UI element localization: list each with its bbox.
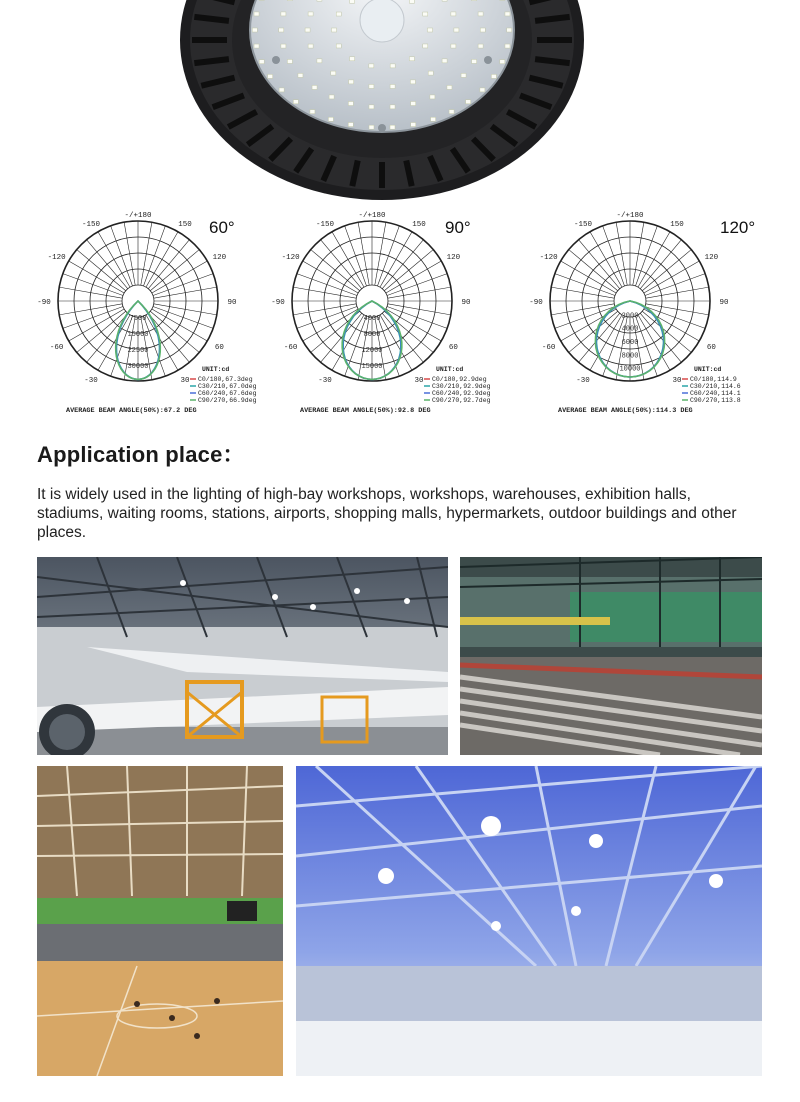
section-description: It is widely used in the lighting of high-bay workshops, workshops, warehouses, exhibition halls, stadiums, waiting rooms, stations, airports, shopping malls, hypermarkets, outdoor buildings and other places. [37, 486, 737, 541]
polar-spoke [551, 287, 614, 298]
average-beam-angle: AVERAGE BEAM ANGLE(50%):114.3 DEG [558, 407, 693, 415]
legend-entry: C60/240,114.1 [690, 390, 741, 397]
polar-spoke [555, 274, 615, 296]
angle-tick-label: -60 [283, 344, 298, 352]
legend-entry: C0/180,67.3deg [198, 376, 253, 383]
polar-spoke [141, 222, 152, 285]
polar-spoke [154, 304, 217, 315]
legend-entry: C90/270,92.7deg [432, 397, 491, 404]
angle-tick-label: -60 [541, 344, 556, 352]
angle-tick-label: 30 [180, 376, 190, 385]
polar-spoke [111, 226, 133, 286]
angle-tick-label: 30 [672, 376, 682, 385]
intensity-label: 8000 [363, 331, 381, 339]
polar-chart-120 [515, 210, 760, 415]
polar-spoke [358, 222, 369, 285]
angle-tick-label: 90 [461, 299, 471, 307]
polar-spoke [297, 274, 357, 296]
polar-spoke [603, 226, 625, 286]
angle-tick-label: 120 [212, 254, 227, 262]
legend-entry: C30/210,92.9deg [432, 383, 491, 390]
airport-hangar-photo [37, 557, 448, 755]
intensity-label: 2000 [621, 312, 639, 321]
angle-tick-label: 150 [670, 221, 684, 230]
section-heading: Application place： [37, 442, 245, 467]
angle-tick-label: 150 [412, 221, 426, 230]
angle-tick-label: -30 [318, 376, 332, 385]
angle-tick-label: 60 [214, 344, 224, 352]
legend-entry: C30/210,67.0deg [198, 383, 257, 390]
angle-tick-label: 90 [719, 299, 729, 307]
intensity-label: 6000 [621, 339, 639, 347]
intensity-label: 8000 [621, 352, 639, 361]
angle-tick-label: 90 [227, 299, 237, 307]
polar-chart-60 [38, 210, 268, 415]
polar-spoke [645, 306, 705, 328]
polar-spoke [63, 306, 123, 328]
angle-tick-label: -/+180 [616, 212, 644, 220]
polar-spoke [387, 274, 447, 296]
light-distribution-chart [38, 210, 268, 415]
sports-hall-photo [37, 766, 283, 1076]
intensity-label: 12000 [361, 347, 383, 355]
angle-tick-label: -/+180 [358, 212, 386, 220]
unit-label: UNIT:cd [694, 366, 722, 373]
angle-tick-label: -30 [576, 376, 590, 385]
polar-spoke [345, 226, 367, 286]
polar-spoke [153, 306, 213, 328]
angle-tick-label: -90 [529, 299, 543, 307]
legend-entry: C60/240,92.9deg [432, 390, 491, 397]
polar-spoke [388, 304, 451, 315]
polar-spoke [633, 222, 644, 285]
beam-angle-label: 60° [209, 218, 235, 237]
unit-label: UNIT:cd [202, 366, 230, 373]
indoor-arena-photo [296, 766, 762, 1076]
average-beam-angle: AVERAGE BEAM ANGLE(50%):67.2 DEG [66, 407, 197, 415]
angle-tick-label: 120 [704, 254, 719, 262]
polar-spoke [388, 287, 451, 298]
polar-spoke [551, 304, 614, 315]
intensity-label: 15000 [127, 331, 149, 339]
angle-tick-label: -150 [573, 221, 593, 230]
polar-spoke [645, 274, 705, 296]
polar-spoke [63, 274, 123, 296]
angle-tick-label: -90 [271, 299, 285, 307]
intensity-label: 7500 [129, 315, 147, 323]
legend-entry: C0/180,92.9deg [432, 376, 487, 383]
polar-spoke [124, 222, 135, 285]
led-high-bay-product-image [180, 0, 585, 205]
beam-angle-label: 90° [445, 218, 471, 237]
intensity-label: 22500 [127, 347, 149, 355]
light-distribution-chart [515, 210, 760, 415]
angle-tick-label: -150 [81, 221, 101, 230]
angle-tick-label: -120 [47, 254, 66, 262]
angle-tick-label: -60 [49, 344, 64, 352]
beam-angle-label: 120° [720, 218, 756, 237]
angle-tick-label: 120 [446, 254, 461, 262]
legend-entry: C0/180,114.9 [690, 376, 737, 383]
angle-tick-label: -/+180 [124, 212, 152, 220]
legend-entry: C90/270,66.9deg [198, 397, 257, 404]
intensity-label: 15000 [361, 363, 383, 371]
polar-spoke [293, 287, 356, 298]
light-distribution-chart [272, 210, 502, 415]
angle-tick-label: -120 [539, 254, 558, 262]
polar-chart-90 [272, 210, 502, 415]
intensity-label: 4000 [363, 315, 381, 323]
angle-tick-label: -90 [37, 299, 51, 307]
unit-label: UNIT:cd [436, 366, 464, 373]
polar-spoke [616, 222, 627, 285]
angle-tick-label: 60 [448, 344, 458, 352]
intensity-label: 10000 [619, 365, 641, 374]
intensity-label: 4000 [621, 325, 639, 334]
polar-spoke [635, 226, 657, 286]
legend-entry: C30/210,114.6 [690, 383, 741, 390]
polar-spoke [153, 274, 213, 296]
steel-mill-photo [460, 557, 762, 755]
polar-spoke [646, 287, 709, 298]
angle-tick-label: 60 [706, 344, 716, 352]
angle-tick-label: 30 [414, 376, 424, 385]
angle-tick-label: -30 [84, 376, 98, 385]
polar-spoke [555, 306, 615, 328]
angle-tick-label: 150 [178, 221, 192, 230]
polar-spoke [59, 304, 122, 315]
intensity-label: 30000 [127, 363, 149, 371]
polar-spoke [375, 222, 386, 285]
polar-spoke [377, 226, 399, 286]
legend-entry: C90/270,113.8 [690, 397, 741, 404]
polar-spoke [154, 287, 217, 298]
angle-tick-label: -120 [281, 254, 300, 262]
polar-spoke [293, 304, 356, 315]
polar-spoke [59, 287, 122, 298]
legend-entry: C60/240,67.6deg [198, 390, 257, 397]
polar-spoke [143, 226, 165, 286]
polar-spoke [646, 304, 709, 315]
average-beam-angle: AVERAGE BEAM ANGLE(50%):92.8 DEG [300, 407, 431, 415]
angle-tick-label: -150 [315, 221, 335, 230]
